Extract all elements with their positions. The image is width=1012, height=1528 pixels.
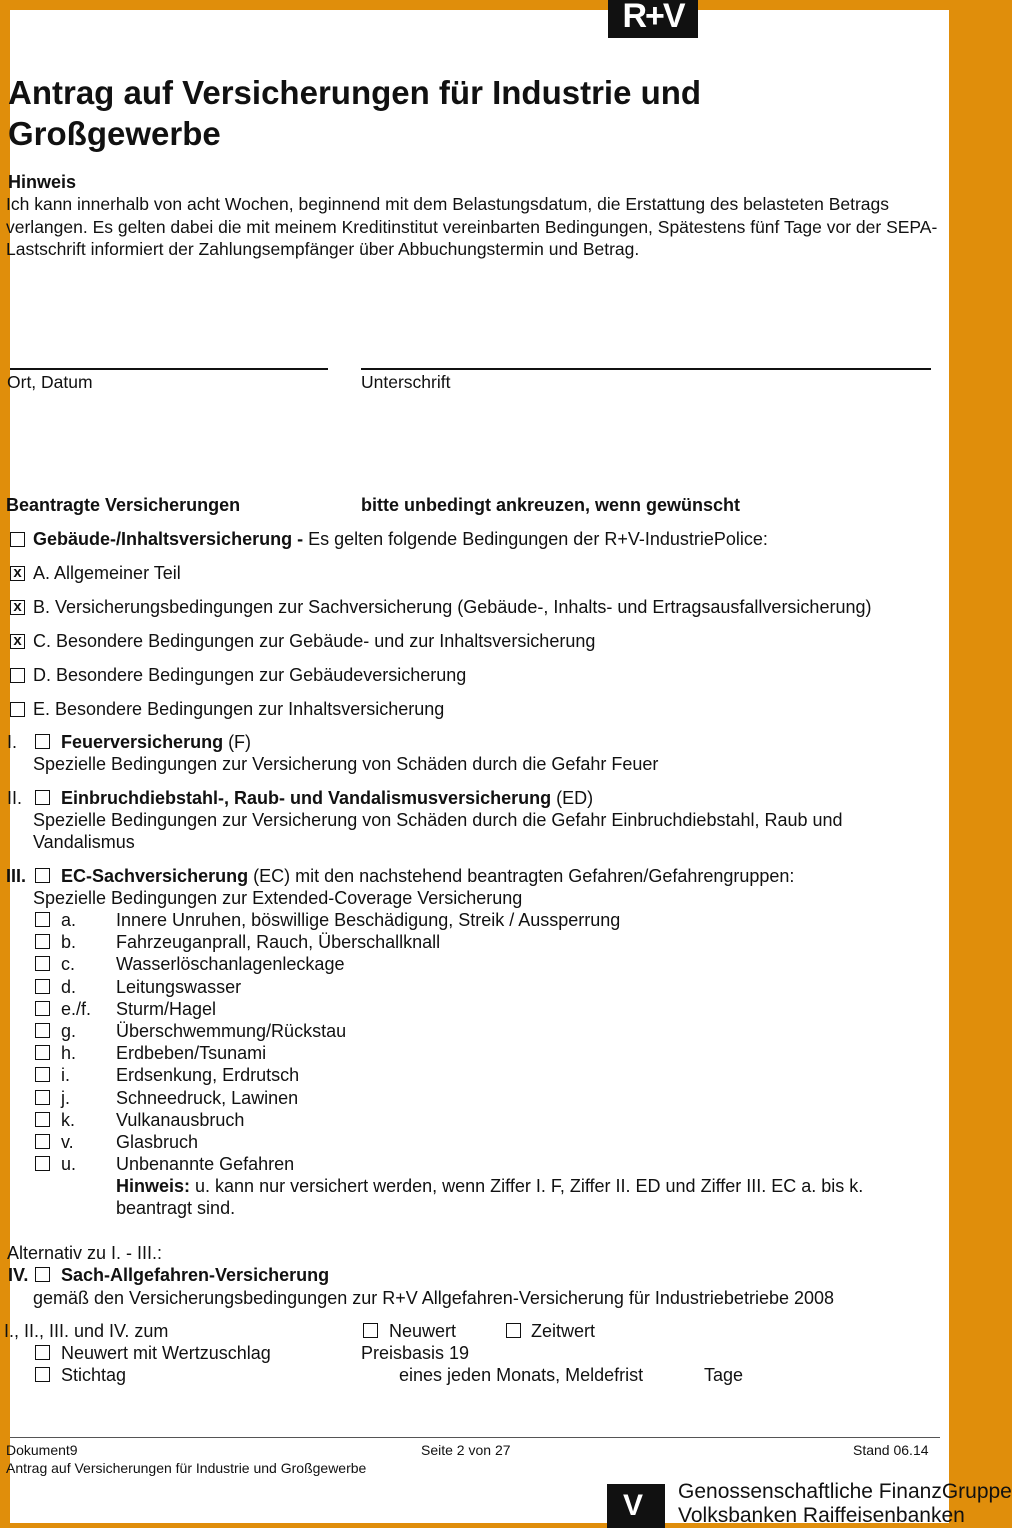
ec-item-checkbox[interactable]	[35, 912, 50, 927]
footer-doc-title: Antrag auf Versicherungen für Industrie und Großgewerbe	[6, 1460, 367, 1476]
building-title: Gebäude-/Inhaltsversicherung - Es gelten folgende Bedingungen der R+V-IndustriePolice:	[33, 529, 768, 549]
hinweis-text: Ich kann innerhalb von acht Wochen, beginnend mit dem Belastungsdatum, die Erstattung des belasteten Betrags verlangen. Es gelten dabei die mit meinem Kreditinstitut vereinbarten Bedingungen, Spätestens fünf Tage vor der SEPA-Lastschrift informiert der Zahlungsempfänger über Abbuchungstermin und Betrag.	[6, 194, 938, 259]
zeitwert-label: Zeitwert	[531, 1321, 596, 1341]
ec-item-label: Fahrzeuganprall, Rauch, Überschallknall	[116, 932, 441, 953]
condition-label: B. Versicherungsbedingungen zur Sachversicherung (Gebäude-, Inhalts- und Ertragsausfallversicherung)	[33, 597, 872, 617]
condition-label: A. Allgemeiner Teil	[33, 563, 181, 583]
ec-item-checkbox[interactable]	[35, 1156, 50, 1171]
neuwert-zuschlag-label: Neuwert mit Wertzuschlag	[61, 1343, 271, 1363]
ec-item-checkbox[interactable]	[35, 1045, 50, 1060]
fire-desc: Spezielle Bedingungen zur Versicherung von Schäden durch die Gefahr Feuer	[33, 754, 659, 774]
ec-item-label: Leitungswasser	[116, 976, 242, 997]
condition-label: C. Besondere Bedingungen zur Gebäude- und zur Inhaltsversicherung	[33, 631, 596, 651]
allrisk-checkbox[interactable]	[35, 1267, 50, 1282]
burglary-numeral: II.	[7, 788, 23, 808]
preisbasis-label: Preisbasis 19	[361, 1343, 470, 1363]
fire-title: Feuerversicherung (F)	[61, 732, 252, 752]
valuation-lead: I., II., III. und IV. zum	[4, 1321, 169, 1341]
condition-checkbox[interactable]	[10, 702, 25, 717]
ec-item-key: k.	[61, 1109, 76, 1130]
burglary-title: Einbruchdiebstahl-, Raub- und Vandalismusversicherung (ED)	[61, 788, 594, 808]
ec-checkbox[interactable]	[35, 868, 50, 883]
fire-numeral: I.	[7, 732, 18, 752]
ec-item-checkbox[interactable]	[35, 956, 50, 971]
section-heading: Beantragte Versicherungen	[6, 495, 241, 515]
ec-item-checkbox[interactable]	[35, 1023, 50, 1038]
neuwert-label: Neuwert	[389, 1321, 457, 1341]
ec-item-key: h.	[61, 1043, 77, 1064]
ec-item-key: b.	[61, 932, 77, 953]
ec-item-label: Unbenannte Gefahren	[116, 1154, 295, 1175]
ec-item-key: a.	[61, 910, 77, 930]
signature-label: Unterschrift	[361, 372, 451, 392]
bank-logo	[607, 1484, 665, 1528]
ec-numeral: III.	[6, 866, 27, 886]
fire-checkbox[interactable]	[35, 734, 50, 749]
document-page	[4, 0, 1012, 1527]
burglary-desc-1: Spezielle Bedingungen zur Versicherung von Schäden durch die Gefahr Einbruchdiebstahl, Raub und	[33, 810, 843, 830]
ec-item-label: Glasbruch	[116, 1132, 199, 1152]
ec-item-key: g.	[61, 1021, 77, 1041]
neuwert-zuschlag-checkbox[interactable]	[35, 1345, 50, 1360]
bank-logo-mark: V	[623, 1489, 644, 1522]
ec-item-label: Sturm/Hagel	[116, 998, 217, 1019]
ec-item-label: Vulkanausbruch	[116, 1109, 245, 1130]
condition-checkbox[interactable]: x	[10, 600, 25, 615]
page-title: Antrag auf Versicherungen für Industrie und Großgewerbe	[8, 74, 702, 152]
stichtag-checkbox[interactable]	[35, 1367, 50, 1382]
building-checkbox[interactable]	[10, 532, 25, 547]
ec-item-key: u.	[61, 1154, 77, 1175]
footer-page: Seite 2 von 27	[421, 1442, 511, 1458]
condition-checkbox[interactable]	[10, 668, 25, 683]
ec-item-label: Schneedruck, Lawinen	[116, 1087, 299, 1108]
ec-item-key: j.	[61, 1087, 70, 1108]
ec-item-key: e./f.	[61, 998, 92, 1019]
footer-rule	[10, 1437, 940, 1438]
allrisk-title: Sach-Allgefahren-Versicherung	[61, 1265, 330, 1285]
condition-label: E. Besondere Bedingungen zur Inhaltsversicherung	[33, 699, 445, 719]
ec-desc: Spezielle Bedingungen zur Extended-Coverage Versicherung	[33, 888, 523, 908]
ec-item-checkbox[interactable]	[35, 934, 50, 949]
condition-checkbox[interactable]: x	[10, 566, 25, 581]
condition-checkbox[interactable]: x	[10, 634, 25, 649]
ec-item-checkbox[interactable]	[35, 979, 50, 994]
ec-item-key: c.	[61, 954, 76, 975]
condition-label: D. Besondere Bedingungen zur Gebäudeversicherung	[33, 665, 467, 685]
stichtag-label: Stichtag	[61, 1365, 127, 1385]
ec-item-key: d.	[61, 976, 77, 997]
ec-item-label: Wasserlöschanlagenleckage	[116, 954, 345, 975]
place-date-line	[10, 368, 328, 370]
signature-line	[361, 368, 931, 370]
tage-label: Tage	[704, 1365, 744, 1385]
footer-doc: Dokument9	[6, 1442, 78, 1458]
ec-item-label: Erdsenkung, Erdrutsch	[116, 1065, 300, 1086]
hinweis-heading: Hinweis	[8, 172, 77, 192]
ec-item-checkbox[interactable]	[35, 1112, 50, 1127]
ec-note: Hinweis: u. kann nur versichert werden, wenn Ziffer I. F, Ziffer II. ED und Ziffer III. EC a. bis k.	[116, 1176, 864, 1196]
zeitwert-checkbox[interactable]	[506, 1323, 521, 1338]
allrisk-desc: gemäß den Versicherungsbedingungen zur R+V Allgefahren-Versicherung für Industriebetriebe 2008	[33, 1288, 835, 1308]
ec-item-key: i.	[61, 1065, 70, 1086]
burglary-desc-2: Vandalismus	[33, 832, 135, 852]
footer-stand: Stand 06.14	[853, 1442, 929, 1458]
ec-item-checkbox[interactable]	[35, 1134, 50, 1149]
section-hint: bitte unbedingt ankreuzen, wenn gewünscht	[361, 495, 741, 515]
allrisk-numeral: IV.	[8, 1265, 29, 1285]
monat-label: eines jeden Monats, Meldefrist	[399, 1365, 644, 1385]
ec-item-label: Innere Unruhen, böswillige Beschädigung, Streik / Aussperrung	[116, 910, 621, 930]
ec-item-checkbox[interactable]	[35, 1067, 50, 1082]
neuwert-checkbox[interactable]	[363, 1323, 378, 1338]
ec-note-2: beantragt sind.	[116, 1198, 236, 1218]
alternative-label: Alternativ zu I. - III.:	[7, 1243, 163, 1263]
ec-item-label: Überschwemmung/Rückstau	[116, 1021, 347, 1041]
ec-item-checkbox[interactable]	[35, 1001, 50, 1016]
bank-sub: Volksbanken Raiffeisenbanken	[678, 1504, 965, 1527]
burglary-checkbox[interactable]	[35, 790, 50, 805]
ec-item-label: Erdbeben/Tsunami	[116, 1043, 267, 1064]
rv-logo: R+V	[608, 0, 698, 38]
bank-name: Genossenschaftliche FinanzGruppe	[678, 1480, 1012, 1503]
ec-item-checkbox[interactable]	[35, 1090, 50, 1105]
place-date-label: Ort, Datum	[7, 372, 93, 392]
ec-title: EC-Sachversicherung (EC) mit den nachstehend beantragten Gefahren/Gefahrengruppen:	[61, 866, 795, 886]
ec-item-key: v.	[61, 1132, 74, 1152]
